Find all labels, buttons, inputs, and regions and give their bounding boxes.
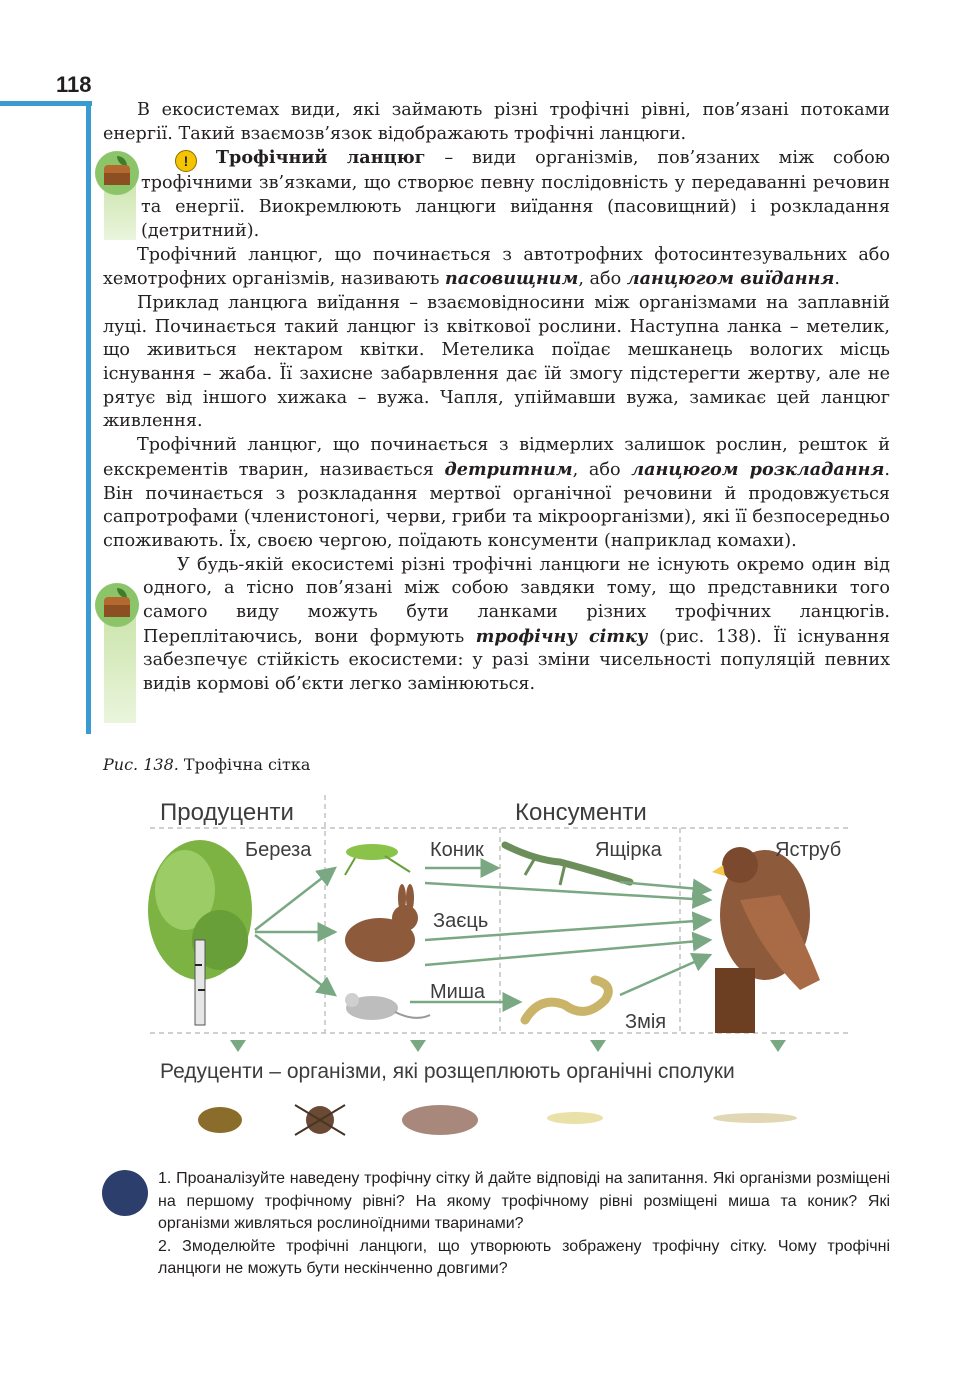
hawk-label: Яструб: [775, 839, 842, 861]
snake-icon: [525, 980, 608, 1020]
down-arrows: [230, 1040, 786, 1052]
consumers-heading: Консументи: [515, 799, 647, 826]
lizard-label: Ящірка: [595, 839, 662, 861]
blue-rule-vertical: [86, 101, 91, 734]
blue-rule-horizontal: [0, 101, 92, 106]
paragraph: Трофічний ланцюг, що починається з відмерлих залишок рослин, решток й екскрементів тварин, називається детритним, або ланцюгом розкладання. Він починається з розкладання мертвої органічної речовини й продовжується сапротрофами (членистоногі, черви, гриби та мікроорганізми), які її безпосередньо споживають. Їх, своєю чергою, поїдають консументи (наприклад комахи).: [103, 435, 890, 551]
birch-label: Береза: [245, 839, 312, 861]
mouse-label: Миша: [430, 981, 485, 1003]
grasshopper-icon: [345, 844, 410, 875]
snake-label: Змія: [625, 1011, 667, 1033]
reducers-heading: Редуценти – організми, які розщеплюють органічні сполуки: [160, 1060, 735, 1083]
question-1: 1. Проаналізуйте наведену трофічну сітку й дайте відповіді на запитання. Які організми розміщені на першому трофічному рівні? На якому трофічному рівні розміщені миша та коник? Які організми живляться рослиноїдними тваринами?: [158, 1170, 890, 1232]
birch-tree-icon: [148, 840, 252, 1025]
grasshopper-label: Коник: [430, 839, 484, 861]
hare-label: Заєць: [433, 910, 489, 932]
questions-icon: [102, 1170, 148, 1216]
paragraph: В екосистемах види, які займають різні трофічні рівні, пов’язані потоками енергії. Такий взаємозв’язок відображають трофічні ланцюги.: [103, 100, 890, 144]
paragraph: Приклад ланцюга виїдання – взаємовідносини між організмами на заплавній луці. Починається такий ланцюг із квіткової рослини. Наступна ланка – метелик, що живиться нектаром квітки. Метелика поїдає мешканець вологих місць існування – жаба. Її захисне забарвлення дає їй змогу підстерегти жертву, але не рятує від іншого хижака – вужа. Чапля, упіймавши вужа, замикає цей ланцюг живлення.: [103, 292, 890, 432]
mouse-icon: [345, 993, 430, 1020]
definition-paragraph: ! Трофічний ланцюг – види організмів, пов’язаних між собою трофічними зв’язками, що створює певну послідовність у передаванні речовин та енергії. Виокремлюють ланцюги виїдання (пасовищний) і розкладання (детритний).: [141, 147, 890, 241]
figure-caption: Рис. 138. Трофічна сітка: [103, 755, 311, 774]
definition-term: Трофічний ланцюг: [215, 147, 426, 169]
key-idea-paragraph: У будь-якій екосистемі різні трофічні ланцюги не існують окремо один від одного, а тісно пов’язані між собою завдяки тому, що представники того самого виду можуть бути ланками різних трофічних ланцюгів. Переплітаючись, вони формують трофічну сітку (рис. 138). Її існування забезпечує стійкість екосистеми: у разі зміни чисельності популяцій певних видів кормові об’єкти легко замінюються.: [143, 554, 890, 695]
question-2: 2. Змоделюйте трофічні ланцюги, що утворюють зображену трофічну сітку. Чому трофічні ланцюги не можуть бути нескінченно довгими?: [158, 1237, 890, 1277]
page-number: 118: [56, 72, 92, 97]
decomposers-icons: [198, 1105, 797, 1135]
questions-block: [158, 1168, 890, 1281]
hawk-icon: [712, 847, 820, 1033]
trophic-web-figure: [140, 790, 860, 1160]
paragraph: Трофічний ланцюг, що починається з автотрофних фотосинтезувальних або хемотрофних організмів, називають пасовищним, або ланцюгом виїдання.: [103, 244, 890, 290]
producers-heading: Продуценти: [160, 799, 294, 826]
main-text: [103, 99, 890, 697]
hare-icon: [345, 884, 418, 962]
exclamation-icon: !: [175, 150, 197, 172]
